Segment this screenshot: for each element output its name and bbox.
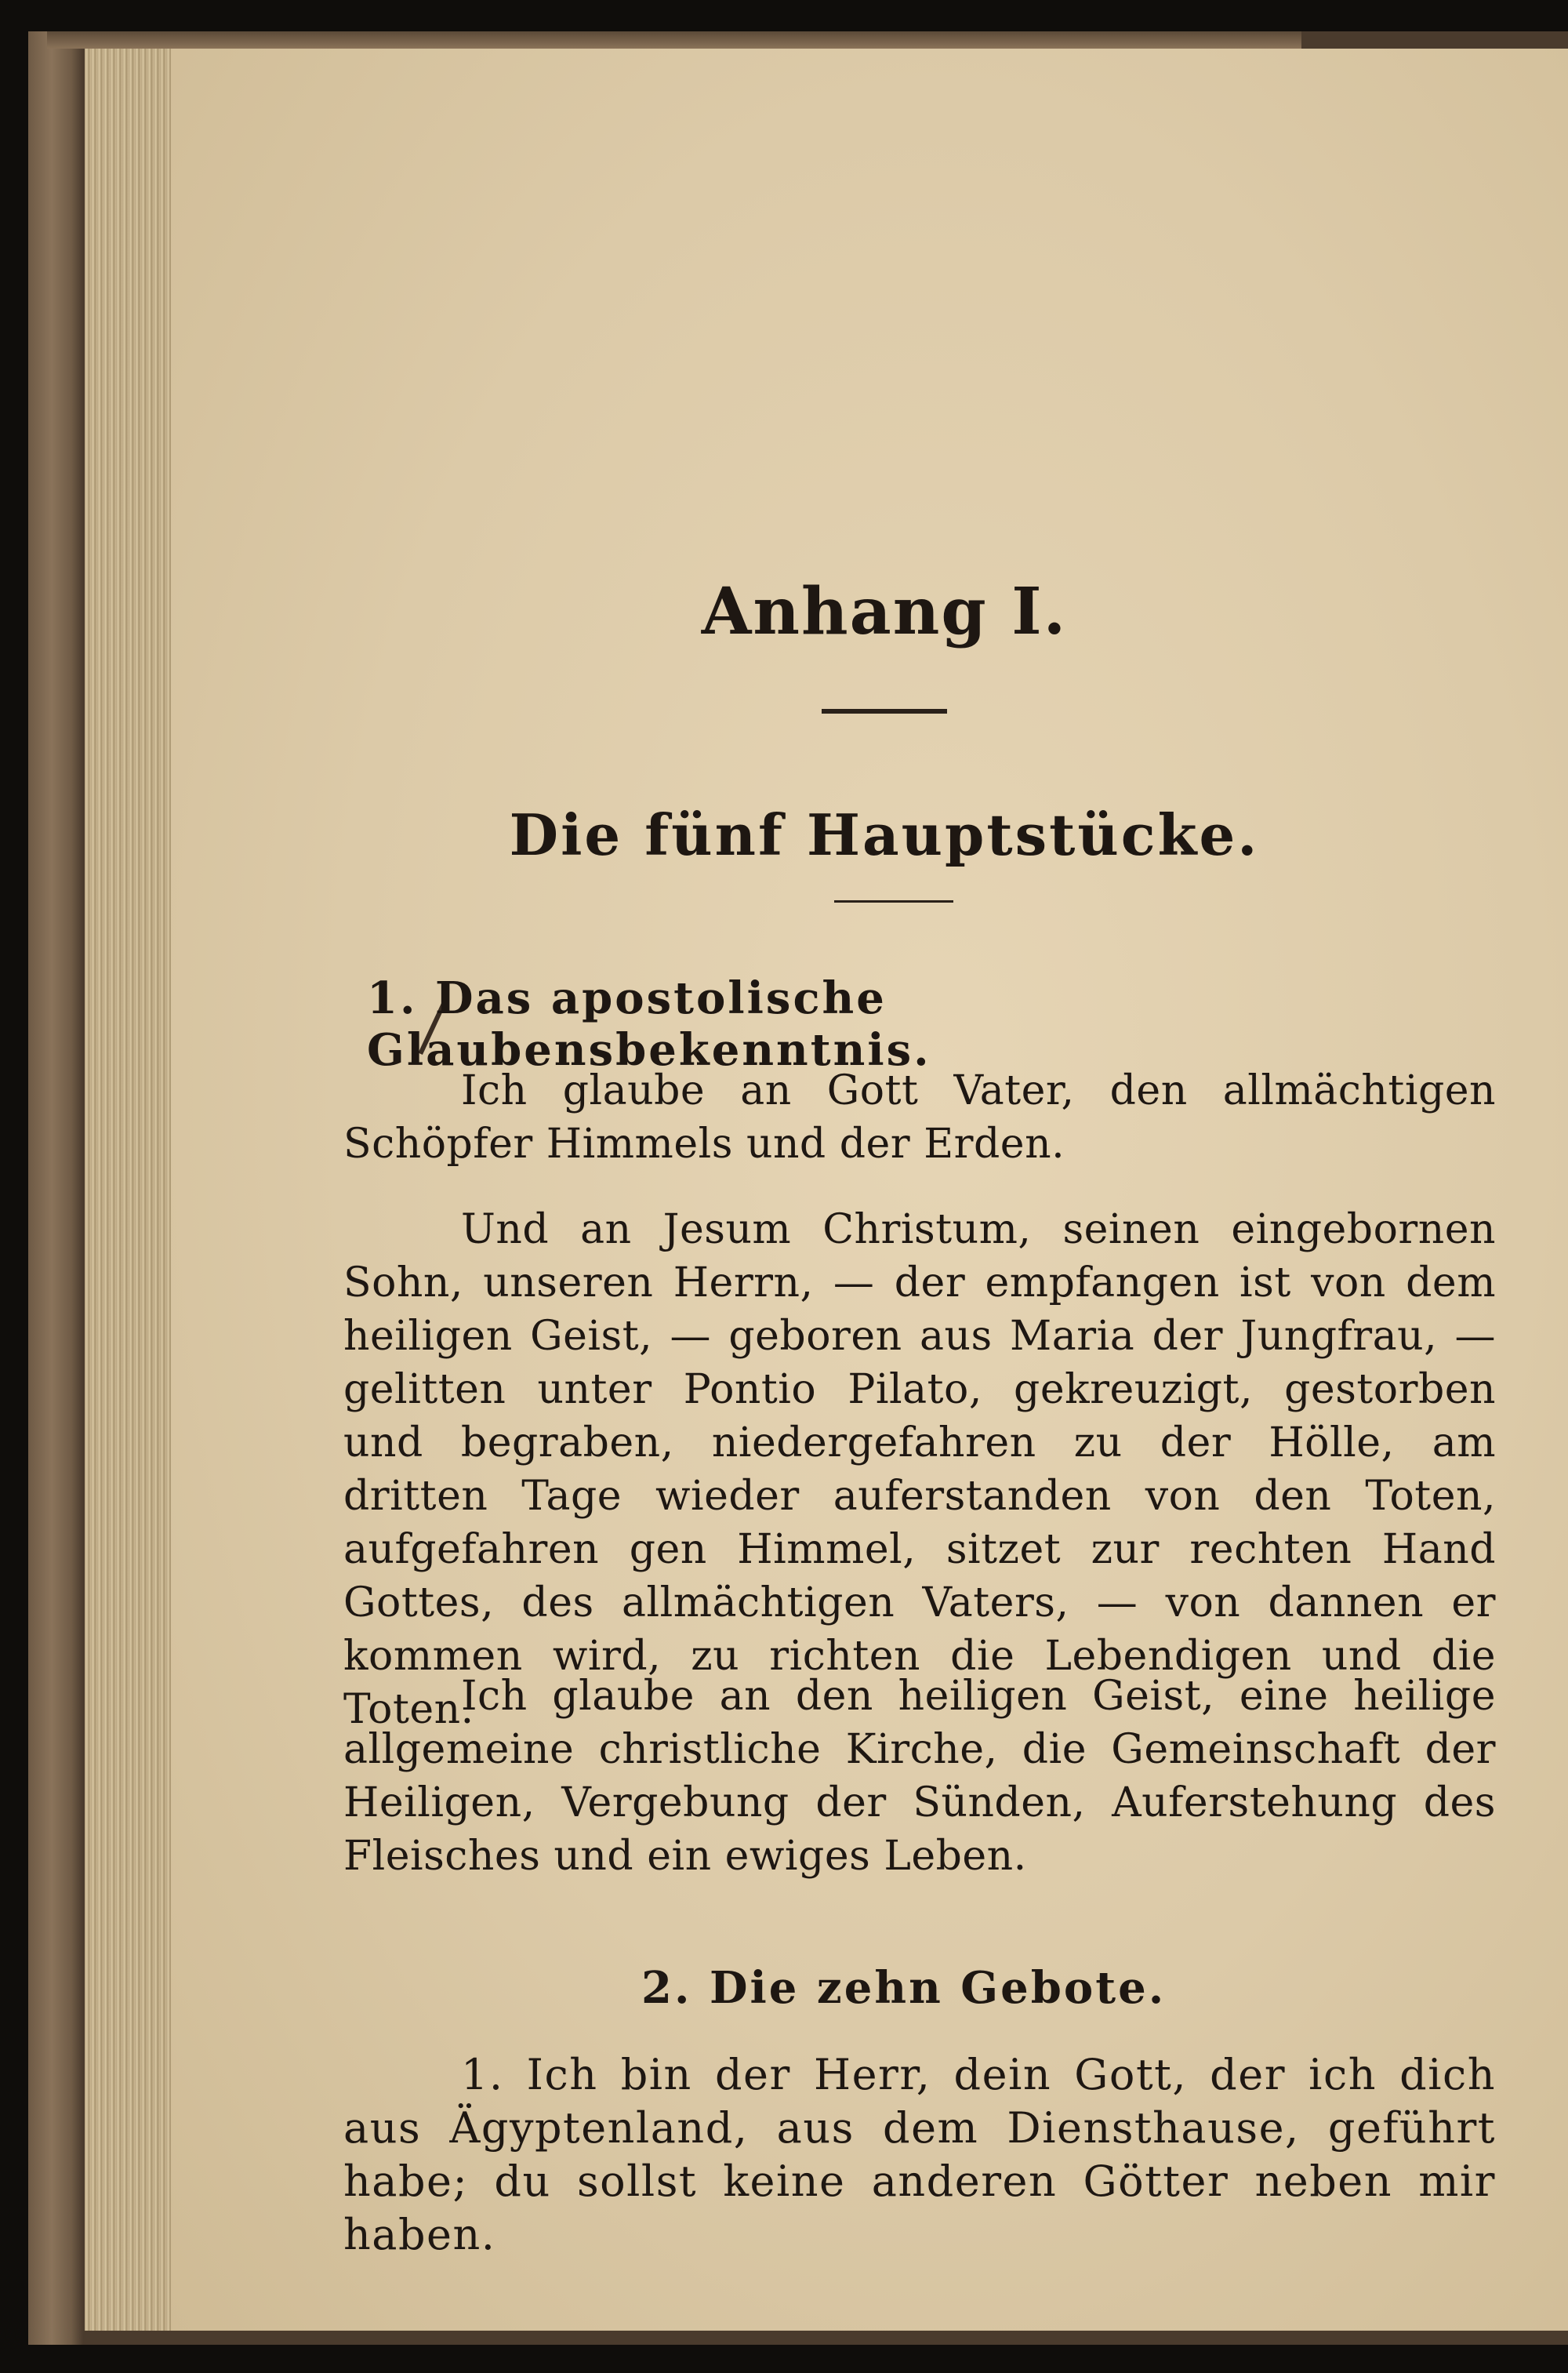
divider-rule bbox=[834, 900, 953, 903]
subtitle: Die fünf Hauptstücke. bbox=[509, 801, 1260, 868]
book-cover-top-edge bbox=[47, 31, 1301, 49]
section-title-commandments: 2. Die zehn Gebote. bbox=[641, 1962, 1167, 2014]
section-title-creed: 1. Das apostolische Glaubensbekenntnis. bbox=[367, 972, 931, 1076]
divider-rule bbox=[822, 709, 947, 714]
paragraph: 1. Ich bin der Herr, dein Gott, der ich dich aus Ägyptenland, aus dem Diensthause, geführt habe; du sollst keine anderen Götter neben mir haben. bbox=[343, 2050, 1496, 2259]
page-content bbox=[312, 49, 1496, 2331]
book-page bbox=[171, 49, 1568, 2331]
paragraph: Und an Jesum Christum, seinen eingebornen Sohn, unseren Herrn, — der empfangen ist von dem heiligen Geist, — geboren aus Maria der Jungfrau, — gelitten unter Pontio Pilato, gekreuzigt, gestorben und begraben, niedergefahren zu der Hölle, am dritten Tage wieder auferstanden von den Toten, aufgefahren gen Himmel, sitzet zur rechten Hand Gottes, des allmächtigen Vaters, — von dannen er kommen wird, zu richten die Lebendigen und die Toten. bbox=[343, 1206, 1496, 1733]
paragraph: Ich glaube an den heiligen Geist, eine heilige allgemeine christliche Kirche, die Gemeinschaft der Heiligen, Vergebung der Sünden, Auferstehung des Fleisches und ein ewiges Leben. bbox=[343, 1673, 1496, 1880]
appendix-heading: Anhang I. bbox=[701, 574, 1068, 649]
paragraph: Ich glaube an Gott Vater, den allmächtigen Schöpfer Himmels und der Erden. bbox=[343, 1067, 1496, 1168]
